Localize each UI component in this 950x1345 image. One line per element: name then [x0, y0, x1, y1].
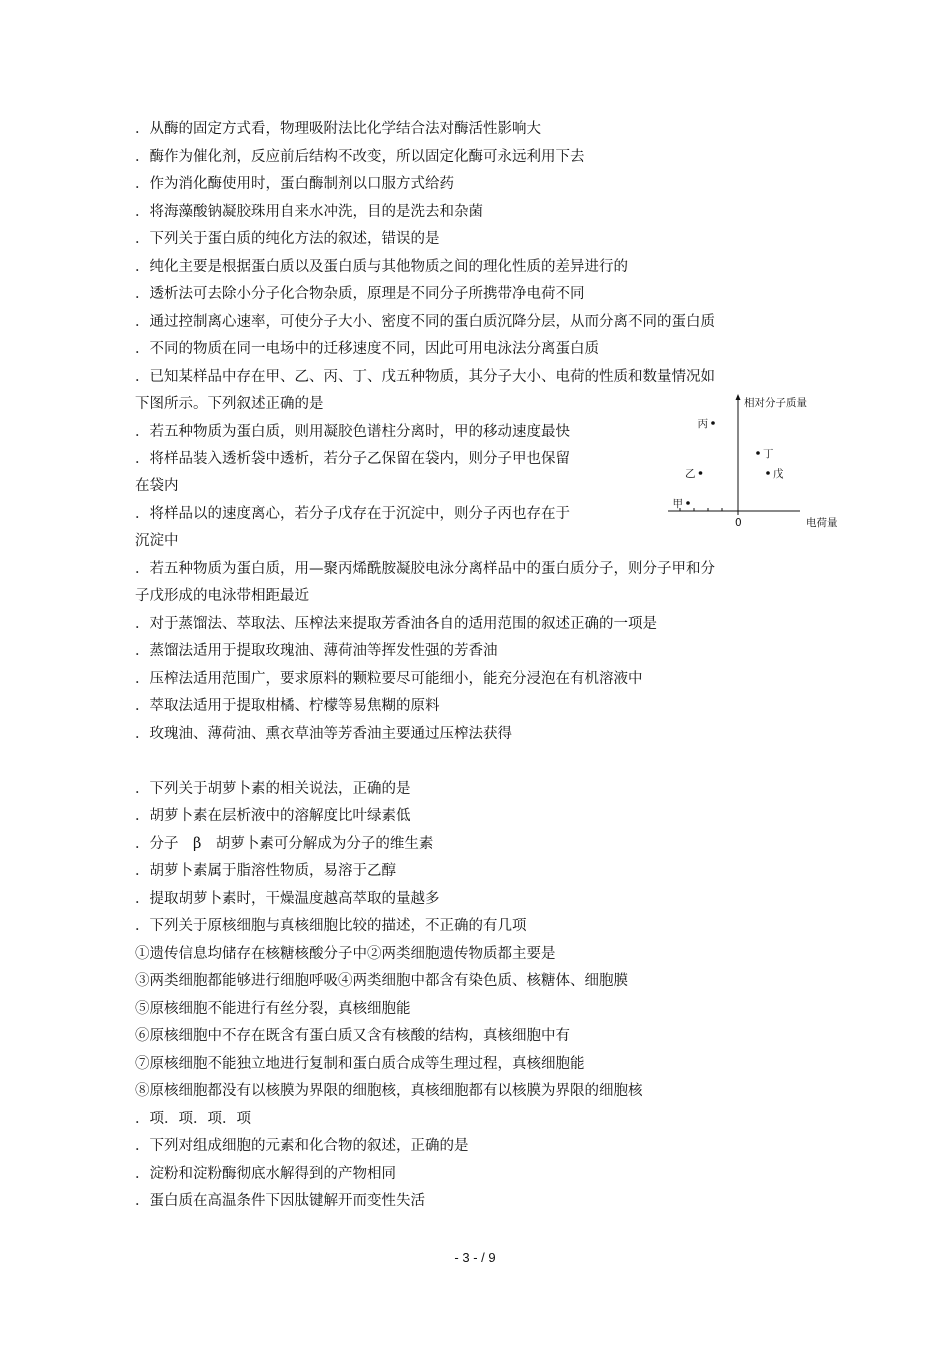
text-line: ．酶作为催化剂，反应前后结构不改变，所以固定化酶可永远利用下去 — [135, 149, 585, 165]
text-line: ．胡萝卜素在层析液中的溶解度比叶绿素低 — [135, 808, 411, 824]
page-number: - 3 - / 9 — [454, 1250, 496, 1265]
text-line: ⑦原核细胞不能独立地进行复制和蛋白质合成等生理过程，真核细胞能 — [135, 1056, 585, 1072]
text-line: ．从酶的固定方式看，物理吸附法比化学结合法对酶活性影响大 — [135, 121, 541, 137]
question-stem: ．下列关于胡萝卜素的相关说法，正确的是 — [135, 781, 411, 797]
data-point-label: 戊 — [773, 468, 784, 480]
text-line: ．胡萝卜素属于脂溶性物质，易溶于乙醇 — [135, 863, 396, 879]
text-line: 沉淀中 — [135, 533, 179, 549]
text-line: ⑥原核细胞中不存在既含有蛋白质又含有核酸的结构，真核细胞中有 — [135, 1028, 570, 1044]
question-stem: ．下列关于原核细胞与真核细胞比较的描述，不正确的有几项 — [135, 918, 527, 934]
text-line: ③两类细胞都能够进行细胞呼吸④两类细胞中都含有染色质、核糖体、细胞膜 — [135, 973, 628, 989]
text-line: ⑤原核细胞不能进行有丝分裂，真核细胞能 — [135, 1001, 411, 1017]
data-point-label: 乙 — [685, 468, 696, 480]
data-point — [699, 471, 703, 475]
text-line: ．项．项．项．项 — [135, 1111, 251, 1127]
text-line: ⑧原核细胞都没有以核膜为界限的细胞核，真核细胞都有以核膜为界限的细胞核 — [135, 1083, 643, 1099]
charge-mass-figure — [660, 392, 850, 532]
text-line: 子戊形成的电泳带相距最近 — [135, 588, 309, 604]
data-point — [711, 421, 715, 425]
data-point — [766, 471, 770, 475]
text-line: ．玫瑰油、薄荷油、熏衣草油等芳香油主要通过压榨法获得 — [135, 726, 512, 742]
data-point-label: 丙 — [697, 418, 708, 430]
data-point-label: 甲 — [672, 498, 683, 510]
question-stem: ．已知某样品中存在甲、乙、丙、丁、戊五种物质，其分子大小、电荷的性质和数量情况如 — [135, 369, 715, 385]
text-line: ．若五种物质为蛋白质，用—聚丙烯酰胺凝胶电泳分离样品中的蛋白质分子，则分子甲和分 — [135, 561, 715, 577]
text-line: ．若五种物质为蛋白质，则用凝胶色谱柱分离时，甲的移动速度最快 — [135, 424, 570, 440]
question-stem: ．对于蒸馏法、萃取法、压榨法来提取芳香油各自的适用范围的叙述正确的一项是 — [135, 616, 657, 632]
text-line: ．淀粉和淀粉酶彻底水解得到的产物相同 — [135, 1166, 396, 1182]
text-line: ．萃取法适用于提取柑橘、柠檬等易焦糊的原料 — [135, 698, 440, 714]
question-stem: ．下列对组成细胞的元素和化合物的叙述，正确的是 — [135, 1138, 469, 1154]
text-line: ．蛋白质在高温条件下因肽键解开而变性失活 — [135, 1193, 425, 1209]
data-point-label: 丁 — [763, 448, 774, 460]
question-stem: ．下列关于蛋白质的纯化方法的叙述，错误的是 — [135, 231, 440, 247]
origin-label: 0 — [735, 517, 742, 529]
text-line: ．纯化主要是根据蛋白质以及蛋白质与其他物质之间的理化性质的差异进行的 — [135, 259, 628, 275]
text-line: ．压榨法适用范围广，要求原料的颗粒要尽可能细小，能充分浸泡在有机溶液中 — [135, 671, 643, 687]
text-line: ①遗传信息均储存在核糖核酸分子中②两类细胞遗传物质都主要是 — [135, 946, 556, 962]
y-axis-arrow — [736, 394, 741, 400]
text-line: ．透析法可去除小分子化合物杂质，原理是不同分子所携带净电荷不同 — [135, 286, 585, 302]
text-line: ．将样品以的速度离心，若分子戊存在于沉淀中，则分子丙也存在于 — [135, 506, 570, 522]
text-line: ．蒸馏法适用于提取玫瑰油、薄荷油等挥发性强的芳香油 — [135, 643, 498, 659]
data-point — [686, 501, 690, 505]
text-line: ．提取胡萝卜素时，干燥温度越高萃取的量越多 — [135, 891, 440, 907]
text-line: 下图所示。下列叙述正确的是 — [135, 396, 324, 412]
text-line: ．作为消化酶使用时，蛋白酶制剂以口服方式给药 — [135, 176, 454, 192]
data-points — [673, 418, 785, 510]
text-line: ．将海藻酸钠凝胶珠用自来水冲洗，目的是洗去和杂菌 — [135, 204, 483, 220]
text-line: ．不同的物质在同一电场中的迁移速度不同，因此可用电泳法分离蛋白质 — [135, 341, 599, 357]
text-line: ．将样品装入透析袋中透析，若分子乙保留在袋内，则分子甲也保留 — [135, 451, 570, 467]
text-line: 在袋内 — [135, 478, 179, 494]
x-axis-label: 电荷量 — [806, 517, 838, 529]
text-line: ．通过控制离心速率，可使分子大小、密度不同的蛋白质沉降分层，从而分离不同的蛋白质 — [135, 314, 715, 330]
text-line: ．分子 β 胡萝卜素可分解成为分子的维生素 — [135, 836, 434, 852]
y-axis-label: 相对分子质量 — [744, 397, 807, 409]
data-point — [756, 451, 760, 455]
